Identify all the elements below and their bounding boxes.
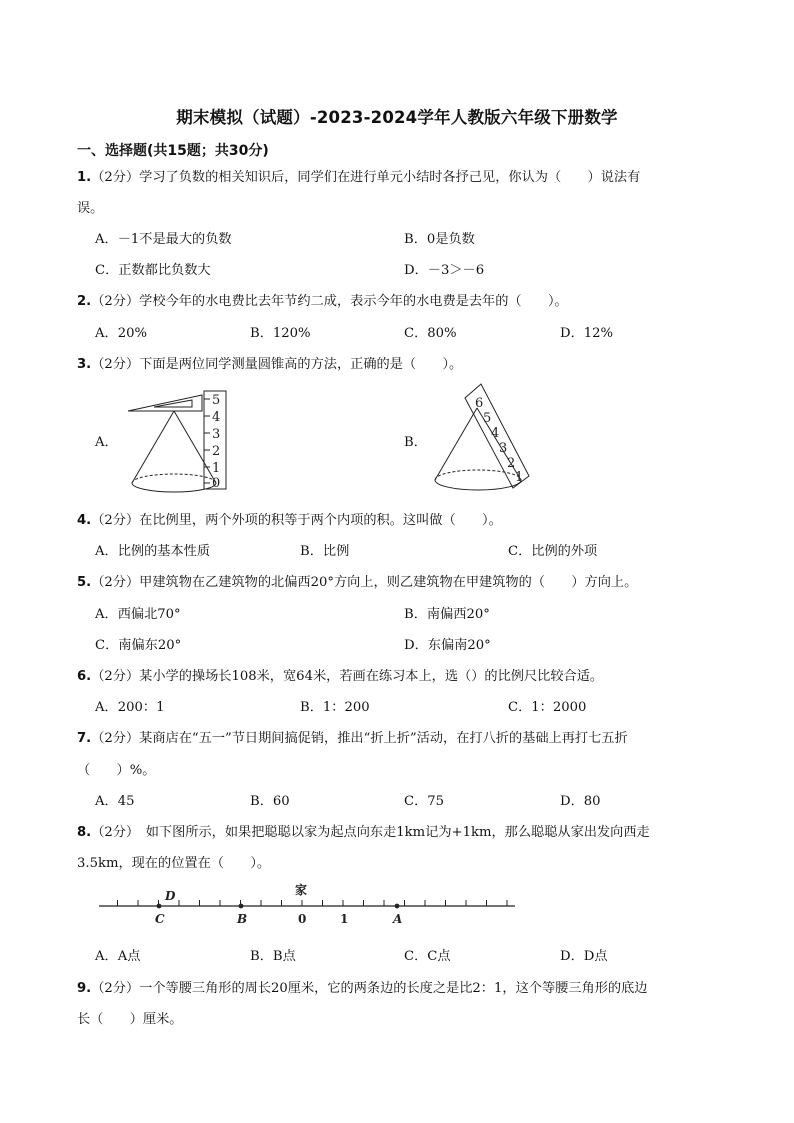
option-d: D．12% [560, 326, 614, 341]
question-number: 1. [77, 170, 92, 185]
ruler-a-tick: 1 [212, 461, 221, 476]
option-b: B．比例 [300, 544, 350, 559]
ruler-a-tick: 0 [212, 476, 221, 491]
cone-side-right [174, 411, 216, 483]
option-c: C．比例的外项 [508, 544, 598, 559]
question-text: 下面是两位同学测量圆锥高的方法，正确的是（ ）。 [139, 357, 463, 372]
option-a: A．比例的基本性质 [95, 544, 211, 559]
question-6 [77, 665, 603, 684]
question-score: （2分） [91, 513, 140, 528]
question-score: （2分） [91, 669, 140, 684]
question-1 [77, 166, 640, 185]
option-c: C．南偏东20° [95, 638, 182, 653]
cone-figure-b [425, 380, 545, 495]
option-d: D．－3＞－6 [404, 263, 485, 278]
option-a: A．A点 [95, 949, 141, 964]
ruler-a-tick: 5 [212, 393, 221, 408]
question-1-line2: 误。 [77, 201, 104, 216]
ruler-b-tick: 3 [499, 441, 508, 456]
ruler-b-tick: 1 [515, 470, 524, 485]
cone-side-left [435, 408, 477, 480]
cone-base-back [132, 474, 216, 483]
question-text: 学习了负数的相关知识后，同学们在进行单元小结时各抒己见，你认为（ ）说法有 [139, 170, 641, 185]
question-number: 6. [77, 669, 92, 684]
ruler-a-tick: 3 [212, 427, 221, 442]
cone-figure-a [120, 385, 240, 495]
question-number: 7. [77, 731, 92, 746]
question-8 [77, 821, 650, 840]
option-b: B．0是负数 [404, 232, 475, 247]
question-number: 4. [77, 513, 92, 528]
point-b-label: B [237, 912, 248, 926]
home-label: 家 [295, 883, 308, 897]
question-text: 一个等腰三角形的周长20厘米，它的两条边的长度之是比2：1，这个等腰三角形的底边 [139, 981, 648, 996]
zero-label: 0 [298, 912, 307, 926]
point-a-label: A [393, 912, 403, 926]
option-c: C．1：2000 [508, 700, 587, 715]
question-9-line2: 长（ ）厘米。 [77, 1012, 183, 1027]
cone-base-front [435, 480, 521, 490]
one-label: 1 [340, 912, 349, 926]
question-text: 在比例里，两个外项的积等于两个内项的积。这叫做（ ）。 [139, 513, 502, 528]
question-text: 如下图所示，如果把聪聪以家为起点向东走1km记为+1km，那么聪聪从家出发向西走 [132, 825, 650, 840]
point-d-label: D [165, 889, 176, 903]
question-score: （2分） [91, 825, 133, 840]
option-a: A．－1不是最大的负数 [95, 232, 232, 247]
point-c-dot [157, 904, 162, 909]
option-b: B．1：200 [300, 700, 370, 715]
option-b: B．60 [250, 794, 290, 809]
ruler-b-tick: 6 [475, 396, 484, 411]
option-c: C．75 [404, 794, 445, 809]
ruler-b-tick: 5 [483, 411, 492, 426]
question-number: 3. [77, 357, 92, 372]
point-a-dot [395, 904, 400, 909]
option-d: D．80 [560, 794, 601, 809]
question-number: 5. [77, 575, 92, 590]
question-score: （2分） [91, 731, 140, 746]
question-number: 8. [77, 825, 92, 840]
ruler-b-tick: 4 [491, 426, 500, 441]
page-title: 期末模拟（试题）-2023-2024学年人教版六年级下册数学 [176, 108, 618, 127]
question-text: 某小学的操场长108米，宽64米，若画在练习本上，选（）的比例尺比较合适。 [139, 669, 604, 684]
point-b-dot [239, 904, 244, 909]
question-score: （2分） [91, 575, 140, 590]
ruler-a-tick: 2 [212, 444, 221, 459]
option-d: D．东偏南20° [404, 638, 491, 653]
question-score: （2分） [91, 170, 140, 185]
option-a: A． [95, 435, 118, 450]
question-text: 甲建筑物在乙建筑物的北偏西20°方向上，则乙建筑物在甲建筑物的（ ）方向上。 [139, 575, 638, 590]
option-c: C．正数都比负数大 [95, 263, 211, 278]
question-number: 2. [77, 294, 92, 309]
question-text: 学校今年的水电费比去年节约二成，表示今年的水电费是去年的（ ）。 [139, 294, 568, 309]
option-a: A．西偏北70° [95, 607, 181, 622]
option-b: B．B点 [250, 949, 296, 964]
question-5 [77, 571, 637, 590]
option-b: B． [404, 435, 427, 450]
question-8-line2: 3.5km，现在的位置在（ ）。 [77, 856, 271, 871]
question-7-line2: （ ）%。 [77, 763, 156, 778]
set-square [128, 395, 202, 411]
option-a: A．200：1 [95, 700, 165, 715]
ruler-a-tick: 4 [212, 410, 221, 425]
question-text: 某商店在“五一”节日期间搞促销，推出“折上折”活动，在打八折的基础上再打七五折 [139, 731, 628, 746]
number-line [95, 880, 520, 928]
cone-side-left [132, 411, 174, 483]
option-a: A．20% [95, 326, 148, 341]
question-2 [77, 290, 568, 309]
section-heading: 一、选择题(共15题；共30分) [77, 143, 269, 159]
option-c: C．C点 [404, 949, 451, 964]
option-d: D．D点 [560, 949, 608, 964]
question-3 [77, 353, 462, 372]
question-score: （2分） [91, 357, 140, 372]
option-c: C．80% [404, 326, 457, 341]
ruler-b-tick: 2 [507, 456, 516, 471]
question-score: （2分） [91, 981, 140, 996]
question-number: 9. [77, 981, 92, 996]
question-score: （2分） [91, 294, 140, 309]
option-a: A．45 [95, 794, 135, 809]
option-b: B．南偏西20° [404, 607, 490, 622]
question-4 [77, 509, 502, 528]
option-b: B．120% [250, 326, 311, 341]
point-c-label: C [155, 912, 165, 926]
question-7 [77, 727, 628, 746]
cone-base-front [132, 483, 216, 492]
question-9 [77, 977, 647, 996]
